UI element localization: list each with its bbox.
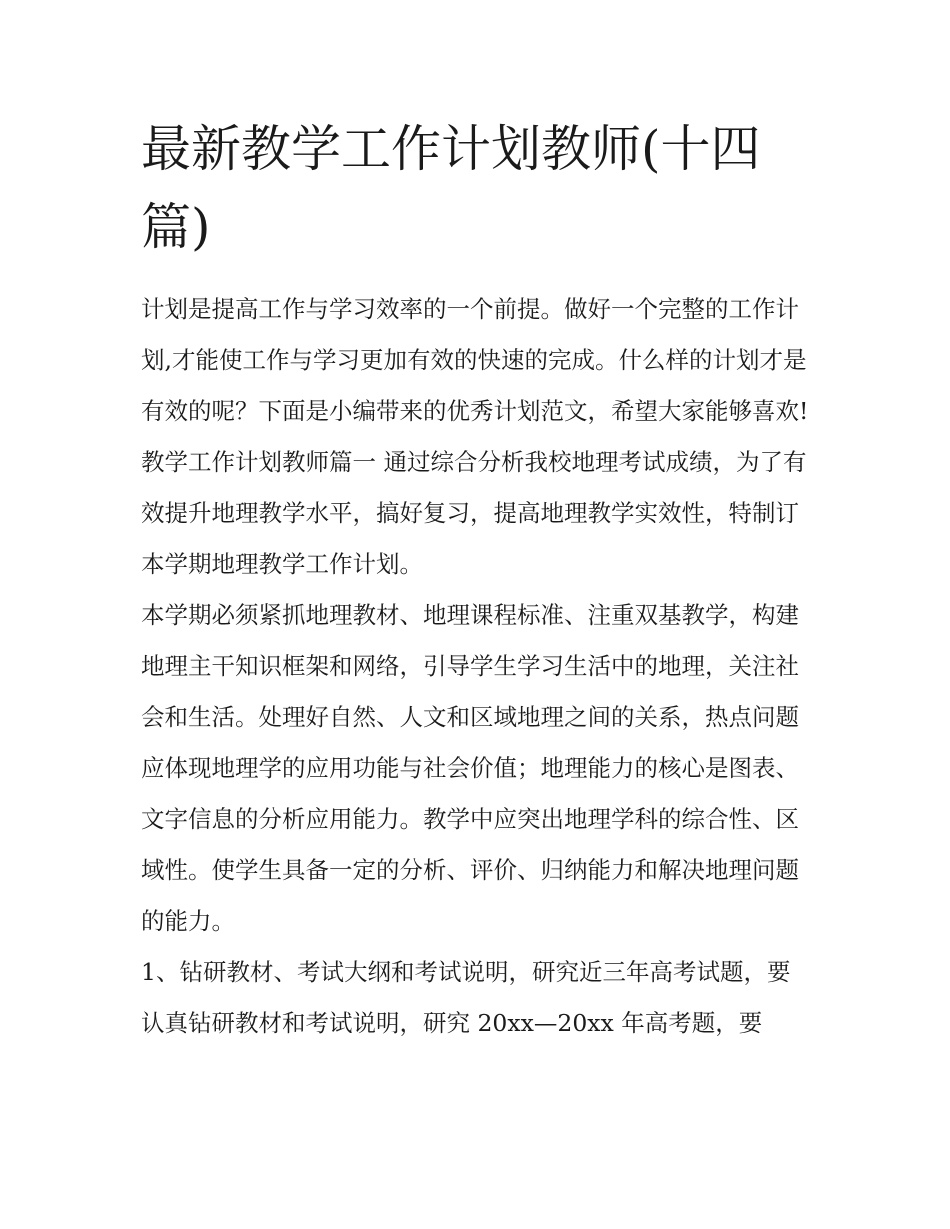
- paragraph-item-one: 1、钻研教材、考试大纲和考试说明，研究近三年高考试题，要认真钻研教材和考试说明，研究 20xx—20xx 年高考题，要: [141, 958, 791, 1037]
- document-page: [141, 110, 813, 1049]
- page-title: 最新教学工作计划教师(十四篇): [141, 120, 761, 256]
- paragraph-intro: 计划是提高工作与学习效率的一个前提。做好一个完整的工作计划,才能使工作与学习更加有效的快速的完成。什么样的计划才是有效的呢？下面是小编带来的优秀计划范文，希望大家能够喜欢!: [141, 295, 809, 425]
- paragraph-section-one: 教学工作计划教师篇一 通过综合分析我校地理考试成绩，为了有效提升地理教学水平，搞好复习，提高地理教学实效性，特制订本学期地理教学工作计划。: [141, 448, 807, 578]
- paragraph-semester-goals: 本学期必须紧抓地理教材、地理课程标准、注重双基教学，构建地理主干知识框架和网络，引导学生学习生活中的地理，关注社会和生活。处理好自然、人文和区域地理之间的关系，热点问题应体现地理学的应用功能与社会价值；地理能力的核心是图表、文字信息的分析应用能力。教学中应突出地理学科的综合性、区域性。使学生具备一定的分析、评价、归纳能力和解决地理问题的能力。: [141, 601, 799, 935]
